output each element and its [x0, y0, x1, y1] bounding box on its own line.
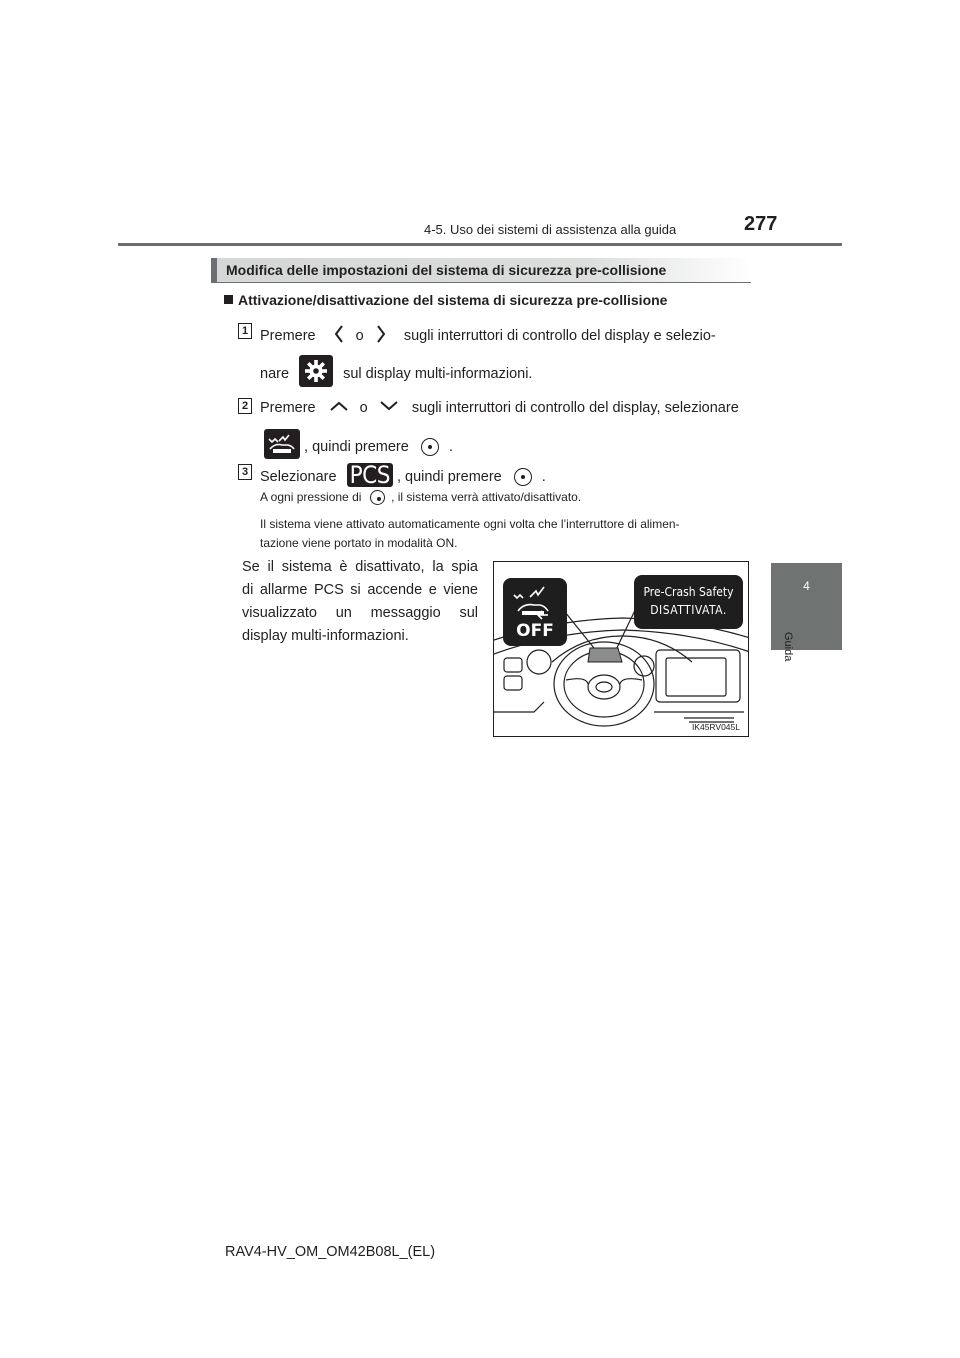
bullet-square-icon	[224, 295, 233, 304]
description-line-1: Se il sistema è disattivato, la spia	[242, 559, 478, 575]
pcs-warning-icon	[504, 581, 566, 625]
pre-collision-icon	[264, 429, 300, 459]
section-title: Modifica delle impostazioni del sistema di sicurezza pre-collisione	[226, 262, 667, 278]
step-number-2: 2	[238, 398, 252, 414]
section-title-accent	[211, 258, 217, 282]
note-1-text-b: , il sistema verrà attivato/disattivato.	[391, 490, 582, 504]
chevron-up-icon	[330, 400, 348, 416]
step-number-3: 3	[238, 464, 252, 480]
pcs-warning-light-callout	[503, 578, 567, 646]
step-1-text-c: nare	[260, 365, 290, 382]
pcs-message-line-2: DISATTIVATA.	[650, 603, 727, 617]
step-2-text-b: sugli interruttori di controllo del display, selezionare	[411, 400, 739, 416]
header-section-title: 4-5. Uso dei sistemi di assistenza alla guida	[424, 222, 677, 237]
illustration-code: IK45RV045L	[691, 722, 740, 732]
step-1-line-2	[260, 358, 532, 390]
description-line-4: display multi-informazioni.	[242, 628, 409, 644]
chevron-left-icon	[334, 325, 344, 347]
pcs-message-callout	[634, 575, 743, 629]
step-1-text-b: sugli interruttori di controllo del display e selezio-	[403, 327, 716, 344]
description-line-2: di allarme PCS si accende e viene	[242, 582, 478, 598]
step-3-text-a: Selezionare	[260, 468, 337, 485]
dashboard-illustration	[493, 561, 749, 737]
step-2-text-a: Premere	[260, 400, 316, 416]
document-code-footer: RAV4-HV_OM_OM42B08L_(EL)	[225, 1244, 436, 1260]
note-1	[260, 490, 581, 505]
pcs-icon	[347, 463, 393, 487]
pcs-icon-label: PCS	[349, 461, 390, 489]
step-2-text-or: o	[359, 400, 368, 416]
note-1-text-a: A ogni pressione di	[260, 490, 362, 504]
step-3-text-c: .	[541, 468, 546, 485]
subheading-text: Attivazione/disattivazione del sistema di sicurezza pre-collisione	[238, 292, 668, 308]
step-1-text-d: sul display multi-informazioni.	[343, 365, 533, 382]
step-1-text-a: Premere	[260, 327, 316, 344]
section-divider	[211, 282, 751, 283]
ok-button-icon	[514, 468, 532, 486]
step-1-line-1	[260, 325, 716, 347]
step-2-text-d: .	[448, 438, 453, 455]
subheading	[224, 292, 667, 308]
section-title-bar	[211, 258, 751, 282]
step-2-text-c: , quindi premere	[304, 438, 409, 455]
gear-icon	[299, 355, 333, 387]
pcs-off-label: OFF	[516, 621, 554, 641]
page-number: 277	[744, 213, 778, 235]
step-1-text-or: o	[355, 327, 364, 344]
note-2-line-2: tazione viene portato in modalità ON.	[260, 536, 458, 550]
chevron-down-icon	[380, 400, 398, 416]
ok-button-icon	[421, 438, 439, 456]
step-2-line-2	[264, 432, 453, 462]
step-number-1: 1	[238, 323, 252, 339]
step-2-line-1	[260, 400, 739, 416]
description-line-3: visualizzato un messaggio sul	[242, 605, 478, 621]
ok-button-icon	[370, 490, 385, 505]
pcs-message-line-1: Pre-Crash Safety	[643, 585, 734, 599]
chapter-tab-label: Guida	[782, 632, 794, 662]
chapter-tab-number: 4	[803, 579, 810, 593]
header-divider	[118, 243, 842, 246]
step-3-line-1	[260, 461, 546, 489]
step-3-text-b: , quindi premere	[396, 468, 502, 485]
chevron-right-icon	[376, 325, 386, 347]
note-2-line-1: Il sistema viene attivato automaticamente ogni volta che l’interruttore di alimen-	[260, 517, 680, 531]
